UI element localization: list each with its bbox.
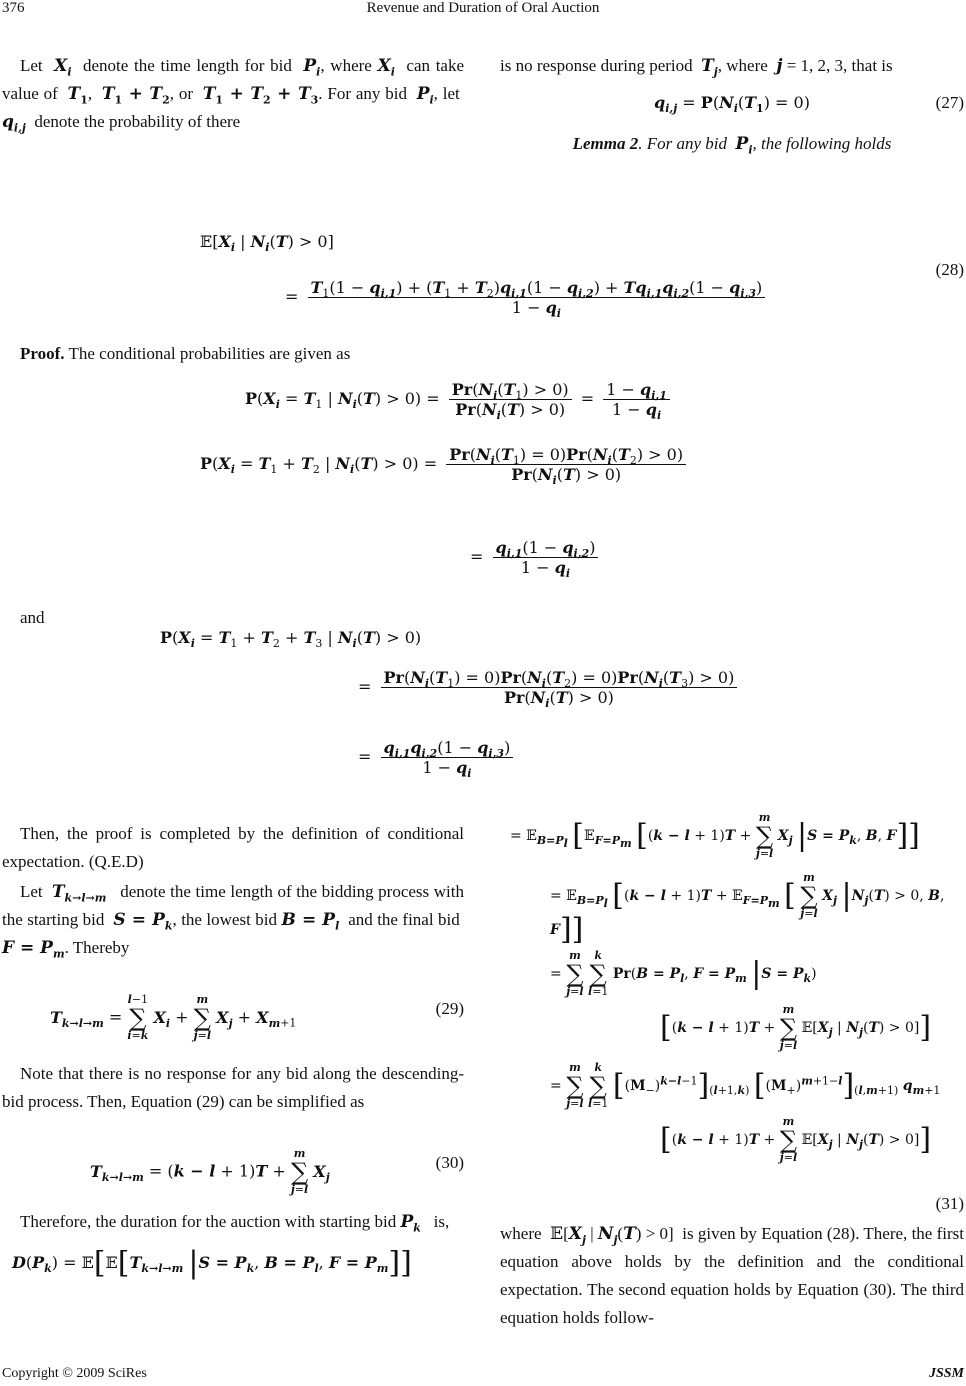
- lemma-label: Lemma 2: [572, 134, 639, 153]
- eq31-line-3: = m ∑ j=l k ∑ l=1 $Pr(B = P_l$, $F = P_m$ $|S = P_k$): [550, 949, 817, 998]
- proof-eq-4: $P(X_i = T_1 + T_2 + T_3$ | $N_i(T) > 0$): [160, 628, 422, 651]
- equation-29: $T_{k\to l\to m} = l-1$ ∑ i=k $X_i + m$ ∑ j=l $X_j + X_{m+1}$ (29): [50, 993, 464, 1042]
- paragraph-note: Note that there is no response for any bid along the descending-bid process. Then, Equation (29) can be simplified as: [2, 1064, 464, 1111]
- eq31-line-5: = m ∑ j=l k ∑ l=1 $[(M_-)^{k-l-1}]_{(l+1,k)}$ $[(M_+)^{m+1-l}]_{(l,m+1)}$ $q_{m+1}$: [550, 1061, 941, 1110]
- paragraph-then: Then, the proof is completed by the definition of conditional expectation. (Q.E.D): [2, 824, 464, 871]
- page-number: 376: [2, 0, 25, 16]
- eq31-line-6: [(k − l + 1)T + m ∑ j=l $𝔼[X_j$ | $N_j(T) > 0$]]: [660, 1115, 932, 1164]
- lemma-2: Lemma 2. For any bid $P_i$, the following holds: [572, 134, 892, 157]
- page-header: [0, 0, 966, 22]
- paragraph-therefore: Therefore, the duration for the auction with starting bid $P_k$ is,: [20, 1212, 450, 1235]
- eq31-line-1: = 𝔼$_{B=P_l}$ [𝔼$_{F=P_m}$ [(k − l + 1)T + m ∑ j=l $X_j$ $|S = P_k$, B, F]]: [510, 811, 920, 860]
- equation-27: $q_{i,j} = P(N_i(T_1) = 0)$ (27): [500, 90, 964, 116]
- copyright: Copyright © 2009 SciRes: [2, 1366, 147, 1381]
- equation-30: $T_{k\to l\to m} = (k - l + 1)T + m$ ∑ j=l $X_j$ (30): [90, 1147, 464, 1196]
- and-word: and: [20, 608, 45, 627]
- eq31-line-4: [(k − l + 1)T + m ∑ j=l $𝔼[X_j$ | $N_j(T) > 0$]]: [660, 1003, 932, 1052]
- right-column-bottom: [500, 1192, 964, 1332]
- eq31-line-2: = 𝔼$_{B=P_l}$ [(k − l + 1)T + 𝔼$_{F=P_m}$ [ m ∑ j=l $X_j$ $|N_j(T) > 0$, B, F]]: [550, 871, 945, 947]
- running-title: Revenue and Duration of Oral Auction: [366, 0, 600, 16]
- equation-number-30: (30): [435, 1153, 464, 1172]
- proof-eq-6: = $\frac{q_{i,1}q_{i,2}(1 - q_{i,3})}{1 - q_i}$: [358, 738, 517, 777]
- equation-number-27: (27): [935, 93, 964, 112]
- proof-label: Proof.: [20, 344, 65, 363]
- equation-31: [500, 812, 964, 1164]
- left-column-bottom: [2, 820, 465, 1281]
- equation-number-28: (28): [935, 260, 964, 279]
- paragraph-let-xi: Let $X_i$ denote the time length for bid $P_i$, where $X_i$ can take value of $T_1$, $T_1 + T_2$, or $T_1 + T_2 + T_3$. For any bid $P_i$, let $q_{i,j}$ denote the probability of there: [2, 56, 465, 135]
- proof-eq-3: = $\frac{q_{i,1}(1 - q_{i,2})}{1 - q_i}$: [470, 538, 602, 577]
- left-column-top: [2, 52, 464, 136]
- eq28-fraction: $\frac{T_1(1 - q_{i,1}) + (T_1 + T_2)q_{i,1}(1 - q_{i,2}) + Tq_{i,1}q_{i,2}(1 - q_{i,3})}{1 - q_i}$: [308, 278, 766, 317]
- journal-name: JSSM: [928, 1366, 964, 1381]
- proof-eq-2: $P(X_i = T_1 + T_2$ | $N_i(T) > 0$) = $\frac{Pr(N_i(T_1) = 0)Pr(N_i(T_2) > 0)}{Pr(N_i(T) > 0)}$: [200, 445, 690, 484]
- proof-eq-1: $P(X_i = T_1$ | $N_i(T) > 0$) = $\frac{Pr(N_i(T_1) > 0)}{Pr(N_i(T) > 0)}$ = $\frac{1 - q_{i,1}}{1 - q_i}$: [245, 380, 674, 419]
- equation-number-29: (29): [435, 999, 464, 1018]
- page: 376 Revenue and Duration of Oral Auction Let $X_i$ denote the time length for bid $P_i$, where $X_i$ can take value of $T_1$, $T_1 + T_2$, or $T_1 + T_2 + T_3$. For any bid $P_i$, let $q_{i,j}$ denote the probability of there is no response during period $T_j$, where j = 1, 2, 3, that is $q_{i,j} = P(N_i(T_1) = 0)$ (27) Lemma 2. For any bid $P_i$, the following holds $𝔼[X_i$ | $N_i(T) > 0$] = $\frac{T_1(1 - q_{i,1}) + (T_1 + T_2)q_{i,1}(1 - q_{i,2}) + Tq_{i,1}q_{i,2}(1 - q_{i,3})}{1 - q_i}$ (28) Proof. The conditional probabilities are given as $P(X_i = T_1$ | $N_i(T) > 0$) = $\frac{Pr(N_i(T_1) > 0)}{Pr(N_i(T) > 0)}$ = $\frac{1 - q_{i,1}}{1 - q_i}$ $P(X_i = T_1 + T_2$ | $N_i(T) > 0$) = $\frac{Pr(N_i(T_1) = 0)Pr(N_i(T_2) > 0)}{Pr(N_i(T) > 0)}$ = $\frac{q_{i,1}(1 - q_{i,2})}{1 - q_i}$ and $P(X_i = T_1 + T_2 + T_3$ | $N_i(T) > 0$) = $\frac{Pr(N_i(T_1) = 0)Pr(N_i(T_2) = 0)Pr(N_i(T_3) > 0)}{Pr(N_i(T) > 0)}$ = $\frac{q_{i,1}q_{i,2}(1 - q_{i,3})}{1 - q_i}$ Then, the proof is completed by the definition of conditional expectation. (Q.E.D) Let $T_{k\to l\to m}$ denote the time length of the bidding process with the starting bid $S = P_k$, the lowest bid $B = P_l$ and the final bid $F = P_m$. Thereby $T_{k\to l\to m} = l-1$ ∑ i=k $X_i + m$ ∑ j=l $X_j + X_{m+1}$ (29) Note that there is no response for any bid along the descending-bid process. Then, Equation (29) can be simplified as $T_{k\to l\to m} = (k - l + 1)T + m$ ∑ j=l $X_j$ (30) Therefore, the duration for the auction with starting bid $P_k$ is, $D(P_k)$ = $𝔼[𝔼[T_{k\to l\to m}$ $|S = P_k$, $B = P_l$, $F = P_m$]] = 𝔼$_{B=P_l}$ [𝔼$_{F=P_m}$ [(k − l + 1)T + m ∑ j=l $X_j$ $|S = P_k$, B, F]] = 𝔼$_{B=P_l}$ [(k − l + 1)T + 𝔼$_{F=P_m}$ [ m ∑ j=l $X_j$ $|N_j(T) > 0$, B, F]] = m ∑ j=l k ∑ l=1 $Pr(B = P_l$, $F = P_m$ $|S = P_k$) [(k − l + 1)T + m ∑ j=l $𝔼[X_j$ | $N_j(T) > 0$]] = m ∑ j=l k ∑ l=1 $[(M_-)^{k-l-1}]_{(l+1,k)}$ $[(M_+)^{m+1-l}]_{(l,m+1)}$ $q_{m+1}$ [(k − l + 1)T + m ∑ j=l $𝔼[X_j$ | $N_j(T) > 0$]] (31) where $𝔼[X_j$ | $N_j(T) > 0$] is given by Equation (28). There, the first equation above holds by the definition and the conditional expectation. The second equation holds by Equation (30). The third equation holds follow- Copyright © 2009 SciRes JSSM: [2, 0, 965, 1381]
- paragraph-no-response: is no response during period $T_j$, where j = 1, 2, 3, that is: [500, 56, 893, 79]
- equation-duration: $D(P_k)$ = $𝔼[𝔼[T_{k\to l\to m}$ $|S = P_k$, $B = P_l$, $F = P_m$]]: [12, 1245, 412, 1281]
- proof-intro: Proof. The conditional probabilities are given as: [20, 344, 351, 363]
- proof-eq-5: = $\frac{Pr(N_i(T_1) = 0)Pr(N_i(T_2) = 0)Pr(N_i(T_3) > 0)}{Pr(N_i(T) > 0)}$: [358, 668, 741, 707]
- paragraph-where: where $𝔼[X_j$ | $N_j(T) > 0$] is given by Equation (28). There, the first equation above holds by the definition and the conditional expectation. The second equation holds by Equation (30). The third equation holds follow-: [500, 1224, 965, 1327]
- right-column-top: [500, 52, 964, 157]
- paragraph-let-t: Let $T_{k\to l\to m}$ denote the time length of the bidding process with the starting bid $S = P_k$, the lowest bid $B = P_l$ and the final bid $F = P_m$. Thereby: [2, 882, 465, 961]
- equation-number-31: (31): [935, 1194, 964, 1213]
